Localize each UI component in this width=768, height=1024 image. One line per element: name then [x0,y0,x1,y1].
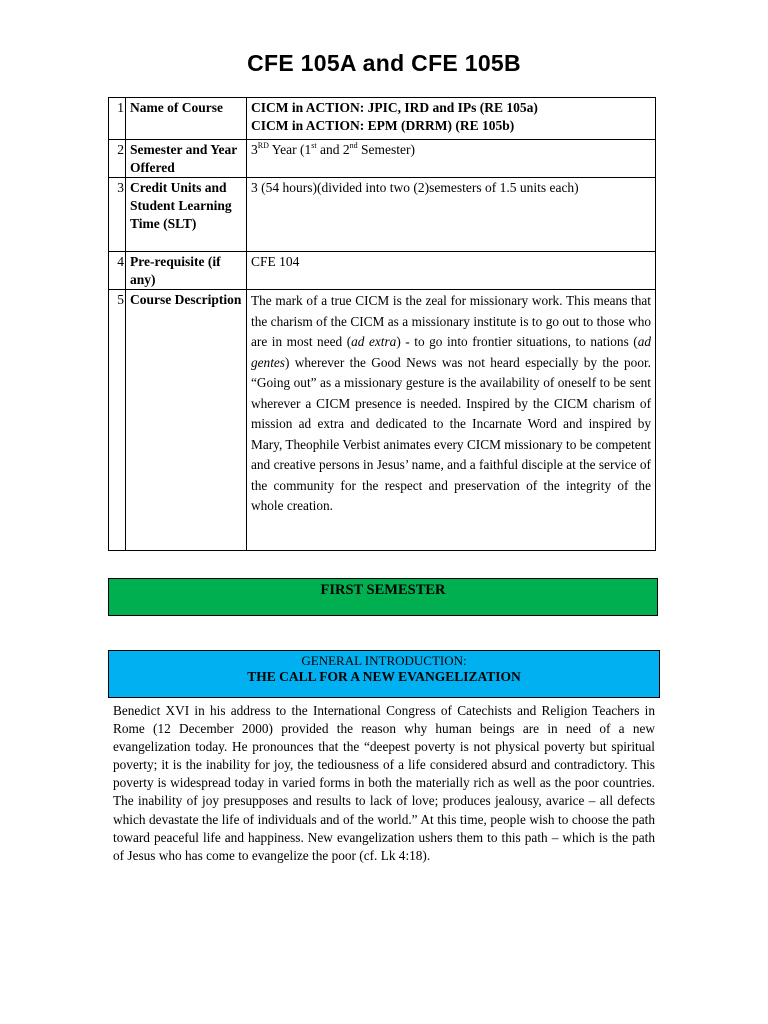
course-description [247,290,656,551]
desc-part: ) - to go into frontier situations, to nations ( [396,334,638,349]
intro-banner [108,650,660,698]
table-row [109,98,656,140]
row-label: Pre-requisite (if any) [126,252,247,290]
value-superscript: RD [257,141,269,150]
row-label: Credit Units and Student Learning Time (SLT) [126,178,247,252]
desc-italic: ad extra [351,334,397,349]
table-row [109,140,656,178]
value-superscript: nd [349,141,358,150]
row-value: 3 (54 hours)(divided into two (2)semesters of 1.5 units each) [247,178,656,252]
body-paragraph: Benedict XVI in his address to the International Congress of Catechists and Religion Teachers in Rome (12 December 2000) provided the reason why human beings are in need of a new evangelization today. He pronounces that the “deepest poverty is not physical poverty but spiritual poverty; it is the inability for joy, the tediousness of a life considered absurd and contradictory. This poverty is widespread today in varied forms in both the materially rich as well as the poor countries. The inability of joy presupposes and results to lack of love; produces jealousy, avarice – all defects which devastate the life of individuals and of the world.” At this time, people wish to choose the path toward peaceful life and happiness. New evangelization ushers them to this path – which is the path of Jesus who has come to evangelize the poor (cf. Lk 4:18). [113,703,655,863]
row-number: 3 [109,178,126,252]
row-number: 4 [109,252,126,290]
value-superscript: st [311,141,317,150]
course-name-line: CICM in ACTION: EPM (DRRM) (RE 105b) [251,118,515,133]
value-part: Semester) [357,142,415,157]
course-info-table [108,97,656,551]
row-number: 2 [109,140,126,178]
table-row [109,252,656,290]
value-part: Year (1 [268,142,312,157]
row-label: Semester and Year Offered [126,140,247,178]
intro-heading: THE CALL FOR A NEW EVANGELIZATION [247,669,521,684]
desc-part: The mark of a true CICM is the zeal for missionary work. This means that the charism of the CICM as a missionary institute is to go out to those who are in most need ( [251,293,651,349]
document-title: CFE 105A and CFE 105B [247,50,521,76]
row-value: CFE 104 [247,252,656,290]
row-label: Course Description [126,290,247,551]
desc-italic: ad gentes [251,334,652,370]
row-value [247,140,656,178]
row-value [247,98,656,140]
table-row [109,178,656,252]
value-part: 3 [251,142,258,157]
row-number: 5 [109,290,126,551]
first-semester-banner: FIRST SEMESTER [108,578,658,616]
intro-subtitle: GENERAL INTRODUCTION: [301,653,467,668]
table-row [109,290,656,551]
desc-part: ) wherever the Good News was not heard especially by the poor. “Going out” as a missionary gesture is the availability of oneself to be sent wherever a CICM presence is needed. Inspired by the CICM charism of mission ad extra and dedicated to the Incarnate Word and inspired by Mary, Theophile Verbist animates every CICM missionary to be competent and creative persons in Jesus’ name, and a faithful disciple at the service of the community for the respect and preservation of the integrity of the whole creation. [251,354,651,513]
row-number: 1 [109,98,126,140]
value-part: and 2 [316,142,350,157]
row-label: Name of Course [126,98,247,140]
course-name-line: CICM in ACTION: JPIC, IRD and IPs (RE 105a) [251,100,538,115]
